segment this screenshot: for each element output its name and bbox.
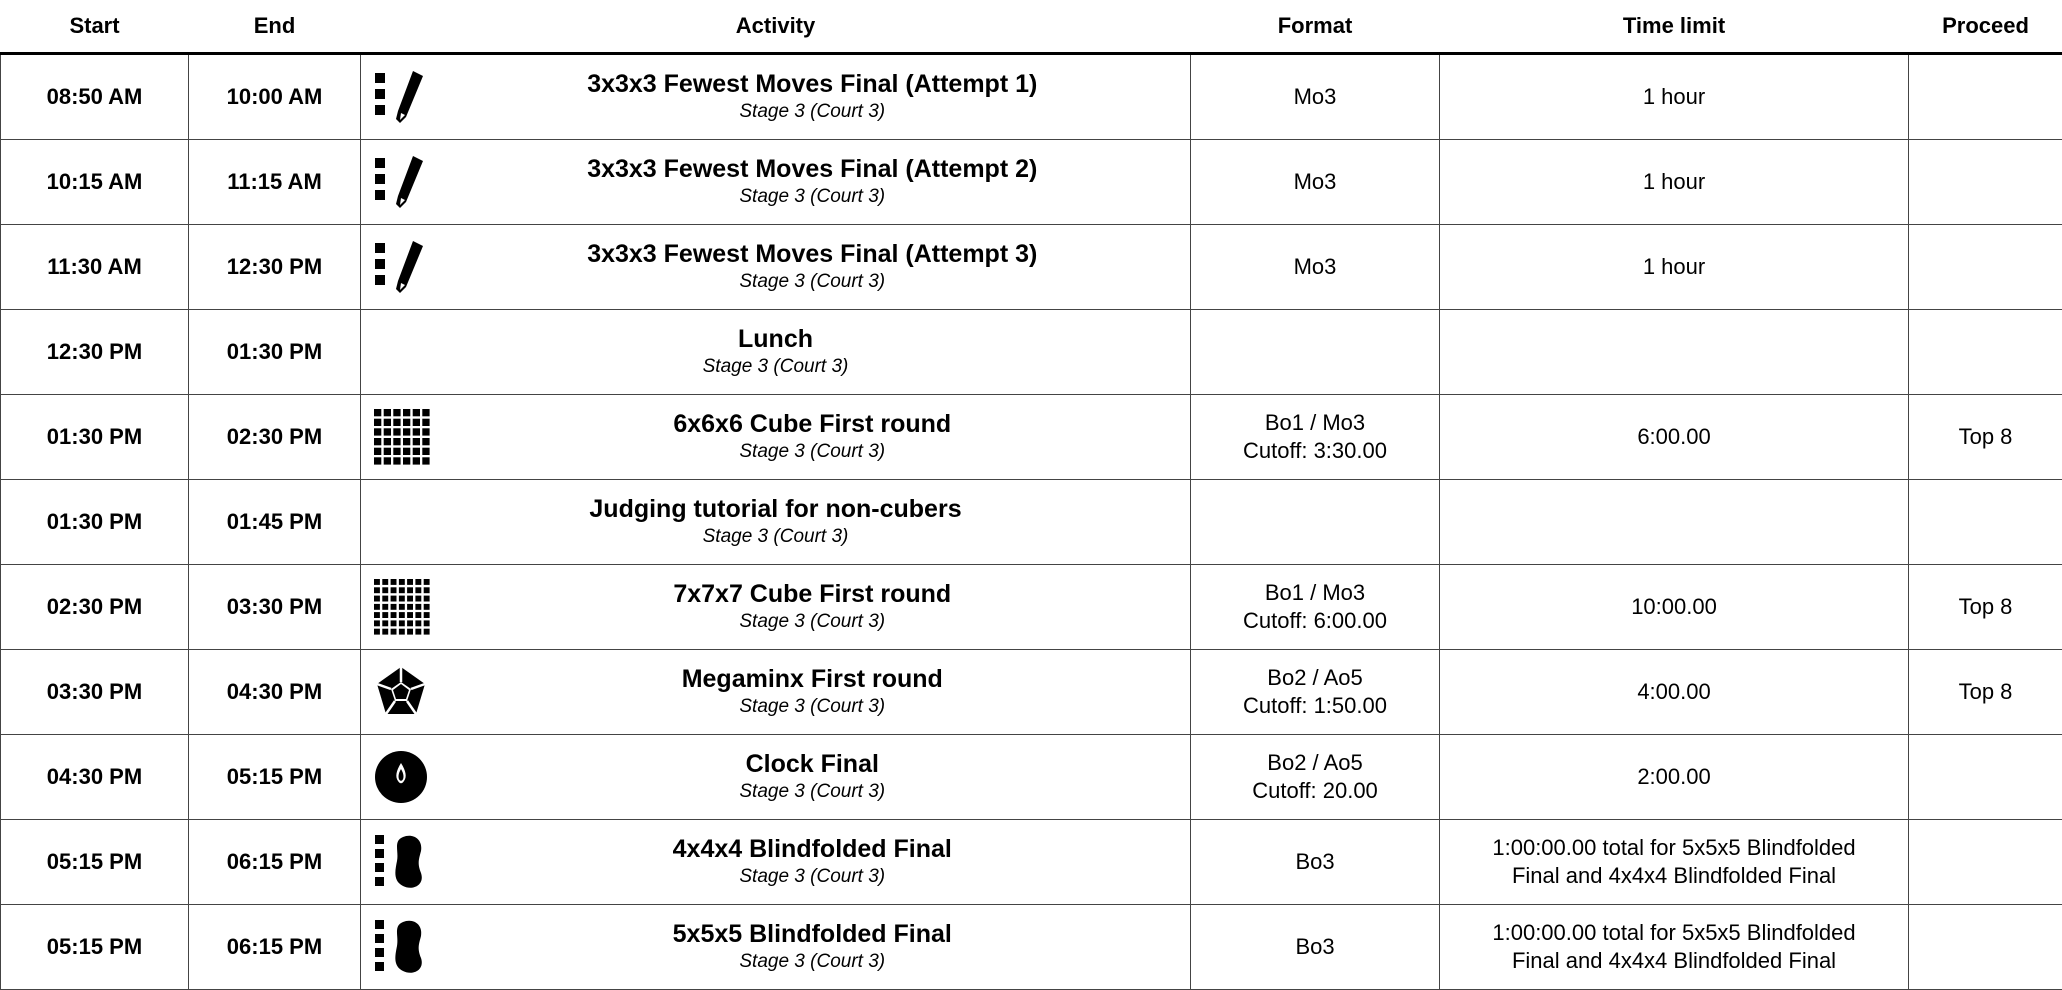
time-limit-line-1: 10:00.00 bbox=[1440, 593, 1908, 621]
start-time: 03:30 PM bbox=[1, 650, 189, 735]
activity-cell bbox=[435, 820, 1191, 905]
header-proceed: Proceed bbox=[1909, 0, 2062, 54]
table-row bbox=[1, 225, 2062, 310]
activity-location: Stage 3 (Court 3) bbox=[435, 864, 1191, 890]
activity-title: 5x5x5 Blindfolded Final bbox=[435, 919, 1191, 949]
activity-title: Lunch bbox=[361, 324, 1190, 354]
table-row bbox=[1, 905, 2062, 990]
proceed-cell bbox=[1909, 480, 2062, 565]
time-limit-line-2: Final and 4x4x4 Blindfolded Final bbox=[1440, 862, 1908, 890]
activity-location: Stage 3 (Court 3) bbox=[435, 694, 1191, 720]
time-limit-cell bbox=[1440, 480, 1909, 565]
end-time: 04:30 PM bbox=[189, 650, 361, 735]
proceed-cell bbox=[1909, 225, 2062, 310]
time-limit-cell bbox=[1440, 820, 1909, 905]
time-limit-cell bbox=[1440, 140, 1909, 225]
format-value: Bo1 / Mo3 bbox=[1191, 409, 1439, 437]
time-limit-line-1: 1:00:00.00 total for 5x5x5 Blindfolded bbox=[1440, 834, 1908, 862]
format-cell bbox=[1191, 480, 1440, 565]
activity-title: Clock Final bbox=[435, 749, 1191, 779]
activity-title: 3x3x3 Fewest Moves Final (Attempt 1) bbox=[435, 69, 1191, 99]
end-time: 06:15 PM bbox=[189, 905, 361, 990]
format-cell bbox=[1191, 395, 1440, 480]
format-value: Mo3 bbox=[1191, 168, 1439, 196]
proceed-cell bbox=[1909, 140, 2062, 225]
header-end: End bbox=[189, 0, 361, 54]
activity-icon-cell bbox=[361, 735, 435, 820]
table-row bbox=[1, 820, 2062, 905]
table-row bbox=[1, 140, 2062, 225]
start-time: 02:30 PM bbox=[1, 565, 189, 650]
seven-by-seven-cube-icon bbox=[373, 578, 435, 636]
format-value: Mo3 bbox=[1191, 83, 1439, 111]
activity-title: 7x7x7 Cube First round bbox=[435, 579, 1191, 609]
activity-cell bbox=[435, 650, 1191, 735]
cutoff-value: Cutoff: 1:50.00 bbox=[1191, 692, 1439, 720]
proceed-cell: Top 8 bbox=[1909, 395, 2062, 480]
proceed-cell bbox=[1909, 310, 2062, 395]
activity-location: Stage 3 (Court 3) bbox=[435, 609, 1191, 635]
start-time: 05:15 PM bbox=[1, 905, 189, 990]
activity-icon-cell bbox=[361, 820, 435, 905]
proceed-cell bbox=[1909, 905, 2062, 990]
format-cell bbox=[1191, 54, 1440, 140]
cutoff-value: Cutoff: 3:30.00 bbox=[1191, 437, 1439, 465]
start-time: 01:30 PM bbox=[1, 395, 189, 480]
time-limit-line-1: 2:00.00 bbox=[1440, 763, 1908, 791]
end-time: 10:00 AM bbox=[189, 54, 361, 140]
activity-cell bbox=[435, 140, 1191, 225]
table-row bbox=[1, 565, 2062, 650]
end-time: 01:45 PM bbox=[189, 480, 361, 565]
format-value: Bo2 / Ao5 bbox=[1191, 664, 1439, 692]
end-time: 01:30 PM bbox=[189, 310, 361, 395]
activity-title: 6x6x6 Cube First round bbox=[435, 409, 1191, 439]
format-value: Bo3 bbox=[1191, 848, 1439, 876]
time-limit-cell bbox=[1440, 735, 1909, 820]
end-time: 05:15 PM bbox=[189, 735, 361, 820]
time-limit-line-1: 1:00:00.00 total for 5x5x5 Blindfolded bbox=[1440, 919, 1908, 947]
activity-location: Stage 3 (Court 3) bbox=[361, 524, 1190, 550]
activity-icon-cell bbox=[361, 905, 435, 990]
activity-cell bbox=[361, 480, 1191, 565]
format-value: Bo1 / Mo3 bbox=[1191, 579, 1439, 607]
time-limit-line-1: 1 hour bbox=[1440, 83, 1908, 111]
time-limit-cell bbox=[1440, 650, 1909, 735]
table-row bbox=[1, 310, 2062, 395]
start-time: 01:30 PM bbox=[1, 480, 189, 565]
table-row bbox=[1, 650, 2062, 735]
time-limit-cell bbox=[1440, 905, 1909, 990]
format-cell bbox=[1191, 735, 1440, 820]
blindfolded-icon bbox=[373, 831, 435, 893]
time-limit-cell bbox=[1440, 54, 1909, 140]
activity-cell bbox=[435, 905, 1191, 990]
start-time: 08:50 AM bbox=[1, 54, 189, 140]
time-limit-line-1: 1 hour bbox=[1440, 253, 1908, 281]
header-start: Start bbox=[1, 0, 189, 54]
activity-cell bbox=[435, 395, 1191, 480]
format-value: Bo2 / Ao5 bbox=[1191, 749, 1439, 777]
activity-icon-cell bbox=[361, 225, 435, 310]
activity-icon-cell bbox=[361, 650, 435, 735]
activity-title: 3x3x3 Fewest Moves Final (Attempt 2) bbox=[435, 154, 1191, 184]
activity-location: Stage 3 (Court 3) bbox=[361, 354, 1190, 380]
table-row bbox=[1, 395, 2062, 480]
table-row bbox=[1, 54, 2062, 140]
activity-title: Judging tutorial for non-cubers bbox=[361, 494, 1190, 524]
fewest-moves-icon bbox=[373, 67, 435, 127]
format-cell bbox=[1191, 905, 1440, 990]
six-by-six-cube-icon bbox=[373, 408, 435, 466]
clock-icon bbox=[373, 749, 435, 805]
format-cell bbox=[1191, 140, 1440, 225]
time-limit-line-1: 1 hour bbox=[1440, 168, 1908, 196]
time-limit-cell bbox=[1440, 565, 1909, 650]
activity-icon-cell bbox=[361, 395, 435, 480]
start-time: 05:15 PM bbox=[1, 820, 189, 905]
activity-title: 4x4x4 Blindfolded Final bbox=[435, 834, 1191, 864]
activity-location: Stage 3 (Court 3) bbox=[435, 779, 1191, 805]
format-cell bbox=[1191, 565, 1440, 650]
start-time: 12:30 PM bbox=[1, 310, 189, 395]
end-time: 03:30 PM bbox=[189, 565, 361, 650]
header-format: Format bbox=[1191, 0, 1440, 54]
format-cell bbox=[1191, 650, 1440, 735]
time-limit-cell bbox=[1440, 225, 1909, 310]
activity-title: Megaminx First round bbox=[435, 664, 1191, 694]
table-row bbox=[1, 735, 2062, 820]
header-time-limit: Time limit bbox=[1440, 0, 1909, 54]
format-cell bbox=[1191, 820, 1440, 905]
activity-icon-cell bbox=[361, 140, 435, 225]
proceed-cell: Top 8 bbox=[1909, 565, 2062, 650]
format-cell bbox=[1191, 310, 1440, 395]
time-limit-line-1: 6:00.00 bbox=[1440, 423, 1908, 451]
cutoff-value: Cutoff: 20.00 bbox=[1191, 777, 1439, 805]
header-row bbox=[1, 0, 2062, 54]
activity-cell bbox=[435, 54, 1191, 140]
cutoff-value: Cutoff: 6:00.00 bbox=[1191, 607, 1439, 635]
start-time: 11:30 AM bbox=[1, 225, 189, 310]
activity-location: Stage 3 (Court 3) bbox=[435, 99, 1191, 125]
activity-location: Stage 3 (Court 3) bbox=[435, 439, 1191, 465]
end-time: 11:15 AM bbox=[189, 140, 361, 225]
activity-location: Stage 3 (Court 3) bbox=[435, 184, 1191, 210]
fewest-moves-icon bbox=[373, 152, 435, 212]
megaminx-icon bbox=[373, 664, 435, 720]
start-time: 04:30 PM bbox=[1, 735, 189, 820]
blindfolded-icon bbox=[373, 916, 435, 978]
header-activity: Activity bbox=[361, 0, 1191, 54]
fewest-moves-icon bbox=[373, 237, 435, 297]
activity-location: Stage 3 (Court 3) bbox=[435, 269, 1191, 295]
activity-title: 3x3x3 Fewest Moves Final (Attempt 3) bbox=[435, 239, 1191, 269]
proceed-cell bbox=[1909, 820, 2062, 905]
activity-location: Stage 3 (Court 3) bbox=[435, 949, 1191, 975]
format-cell bbox=[1191, 225, 1440, 310]
time-limit-cell bbox=[1440, 310, 1909, 395]
proceed-cell bbox=[1909, 735, 2062, 820]
time-limit-cell bbox=[1440, 395, 1909, 480]
end-time: 02:30 PM bbox=[189, 395, 361, 480]
activity-icon-cell bbox=[361, 54, 435, 140]
start-time: 10:15 AM bbox=[1, 140, 189, 225]
activity-cell bbox=[435, 735, 1191, 820]
activity-icon-cell bbox=[361, 565, 435, 650]
proceed-cell: Top 8 bbox=[1909, 650, 2062, 735]
end-time: 12:30 PM bbox=[189, 225, 361, 310]
time-limit-line-2: Final and 4x4x4 Blindfolded Final bbox=[1440, 947, 1908, 975]
end-time: 06:15 PM bbox=[189, 820, 361, 905]
table-row bbox=[1, 480, 2062, 565]
format-value: Mo3 bbox=[1191, 253, 1439, 281]
proceed-cell bbox=[1909, 54, 2062, 140]
activity-cell bbox=[435, 565, 1191, 650]
time-limit-line-1: 4:00.00 bbox=[1440, 678, 1908, 706]
activity-cell bbox=[361, 310, 1191, 395]
activity-cell bbox=[435, 225, 1191, 310]
format-value: Bo3 bbox=[1191, 933, 1439, 961]
